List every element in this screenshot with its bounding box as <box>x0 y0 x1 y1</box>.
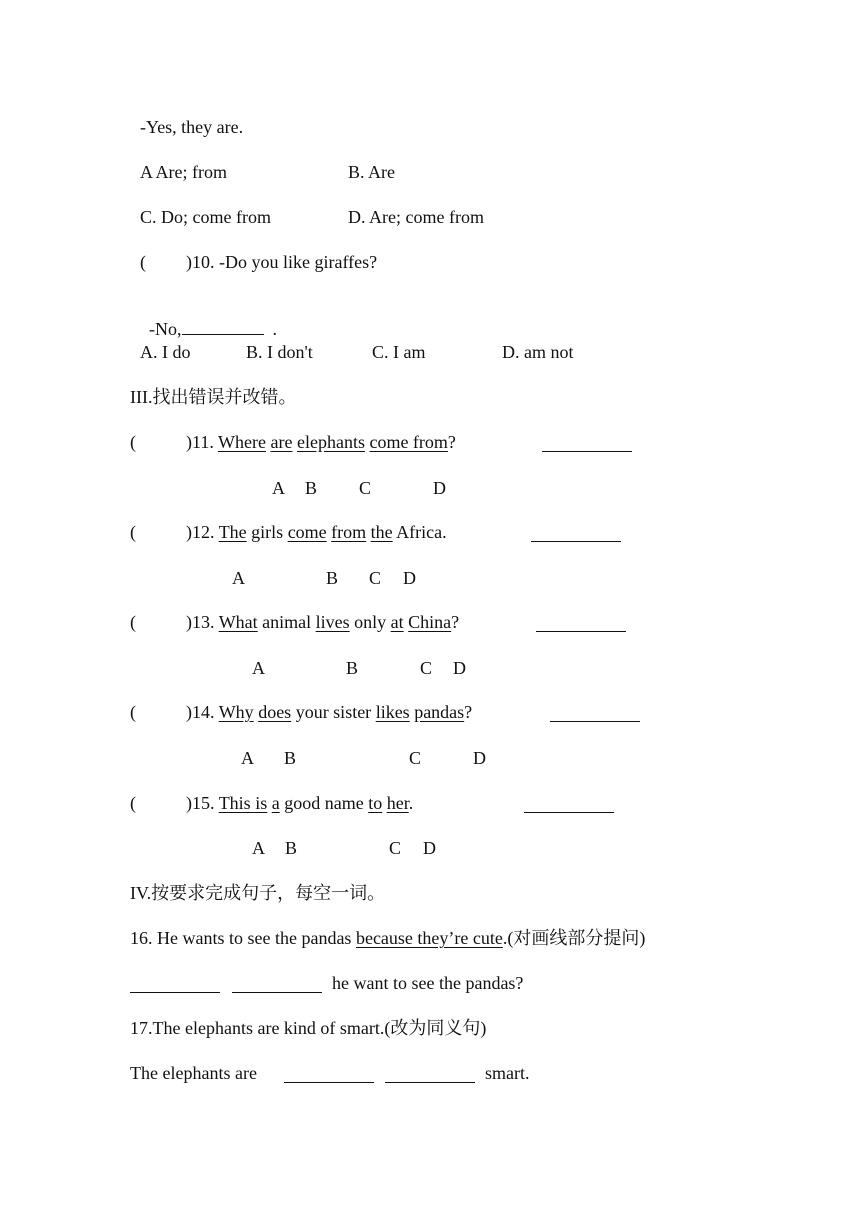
q11-number: )11. <box>186 432 214 452</box>
q17-answer-blank-2[interactable] <box>385 1066 475 1083</box>
q15-letter-c: C <box>389 838 402 858</box>
q10-answer-prefix: -No, <box>149 319 182 339</box>
q10-answer-line <box>140 296 277 340</box>
q13-answer-blank[interactable] <box>536 615 626 632</box>
q13-letter-b: B <box>346 658 359 678</box>
section-3-title: III.找出错误并改错。 <box>130 387 297 407</box>
q9-option-c: C. Do; come from <box>140 207 271 227</box>
q13-punct: ? <box>451 612 460 632</box>
q11-part-a: Where <box>218 432 266 452</box>
q13-number: )13. <box>186 612 215 632</box>
q11-sentence <box>186 431 456 453</box>
q12-answer-blank[interactable] <box>531 525 621 542</box>
q14-punct: ? <box>464 702 473 722</box>
q10-answer-blank[interactable] <box>182 318 264 335</box>
q12-letter-c: C <box>369 568 382 588</box>
q15-part-b: a <box>271 793 280 813</box>
q13-letter-d: D <box>453 658 466 678</box>
q11-paren: ( <box>130 432 136 452</box>
q16-question <box>130 927 645 949</box>
q14-part-a: Why <box>218 702 254 722</box>
q13-text-2: only <box>349 612 391 632</box>
q16-answer-suffix: he want to see the pandas? <box>332 973 524 993</box>
q12-sentence <box>186 521 447 543</box>
q17-answer-blank-1[interactable] <box>284 1066 374 1083</box>
q12-part-b: come <box>287 522 327 542</box>
q15-number: )15. <box>186 793 215 813</box>
q10-answer-suffix: . <box>272 319 277 339</box>
q13-letter-a: A <box>252 658 265 678</box>
q9-answer-line: -Yes, they are. <box>140 117 244 137</box>
q13-part-a: What <box>218 612 258 632</box>
q15-sentence <box>186 792 413 814</box>
q14-part-b: does <box>258 702 292 722</box>
q16-answer-blank-1[interactable] <box>130 976 220 993</box>
q15-letter-a: A <box>252 838 265 858</box>
q16-suffix: .(对画线部分提问) <box>502 928 646 948</box>
q11-part-b: are <box>270 432 293 452</box>
q12-part-c: from <box>331 522 367 542</box>
q14-number: )14. <box>186 702 215 722</box>
q12-part-a: The <box>218 522 247 542</box>
q15-text-1: good name <box>279 793 369 813</box>
section-4-title: IV.按要求完成句子，每空一词。 <box>130 883 386 903</box>
q14-answer-blank[interactable] <box>550 705 640 722</box>
q13-letter-c: C <box>420 658 433 678</box>
q11-letter-b: B <box>305 478 318 498</box>
q14-paren: ( <box>130 702 136 722</box>
q13-part-c: at <box>390 612 404 632</box>
q13-part-d: China <box>408 612 452 632</box>
q10-option-a: A. I do <box>140 342 191 362</box>
q17-answer-suffix: smart. <box>485 1063 530 1083</box>
q14-letter-b: B <box>284 748 297 768</box>
q14-letter-c: C <box>409 748 422 768</box>
q12-paren: ( <box>130 522 136 542</box>
q17-question: 17.The elephants are kind of smart.(改为同义句) <box>130 1018 487 1038</box>
q15-answer-blank[interactable] <box>524 796 614 813</box>
q15-punct: . <box>408 793 414 813</box>
q11-part-c: elephants <box>296 432 365 452</box>
q9-option-a: A Are; from <box>140 162 227 182</box>
q11-answer-blank[interactable] <box>542 435 632 452</box>
q11-letter-a: A <box>272 478 285 498</box>
q13-paren: ( <box>130 612 136 632</box>
q11-punct: ? <box>447 432 456 452</box>
q16-prefix: 16. He wants to see the pandas <box>130 928 356 948</box>
q16-answer-blank-2[interactable] <box>232 976 322 993</box>
q10-option-b: B. I don't <box>246 342 313 362</box>
q14-part-d: pandas <box>414 702 465 722</box>
q11-letter-c: C <box>359 478 372 498</box>
q14-part-c: likes <box>375 702 410 722</box>
q14-letter-d: D <box>473 748 486 768</box>
q12-part-d: the <box>370 522 393 542</box>
q12-letter-a: A <box>232 568 245 588</box>
q12-letter-d: D <box>403 568 416 588</box>
q14-sentence <box>186 701 472 723</box>
q15-part-d: her <box>386 793 409 813</box>
q12-text-1: girls <box>246 522 288 542</box>
q9-option-d: D. Are; come from <box>348 207 484 227</box>
q12-text-2: Africa. <box>392 522 447 542</box>
q10-option-d: D. am not <box>502 342 574 362</box>
q15-part-c: to <box>368 793 383 813</box>
q10-option-c: C. I am <box>372 342 426 362</box>
q15-letter-d: D <box>423 838 436 858</box>
q9-option-b: B. Are <box>348 162 395 182</box>
q14-text-1: your sister <box>291 702 376 722</box>
q10-paren-open: ( <box>140 252 146 272</box>
q15-paren: ( <box>130 793 136 813</box>
q15-part-a: This is <box>218 793 268 813</box>
q13-text-1: animal <box>257 612 316 632</box>
q12-number: )12. <box>186 522 215 542</box>
q15-letter-b: B <box>285 838 298 858</box>
q12-letter-b: B <box>326 568 339 588</box>
q11-letter-d: D <box>433 478 446 498</box>
q10-question: )10. -Do you like giraffes? <box>186 252 378 272</box>
q13-part-b: lives <box>315 612 350 632</box>
q16-underlined: because they’re cute <box>355 928 503 948</box>
q17-answer-prefix: The elephants are <box>130 1063 257 1083</box>
q11-part-d: come from <box>369 432 448 452</box>
q14-letter-a: A <box>241 748 254 768</box>
q13-sentence <box>186 611 459 633</box>
